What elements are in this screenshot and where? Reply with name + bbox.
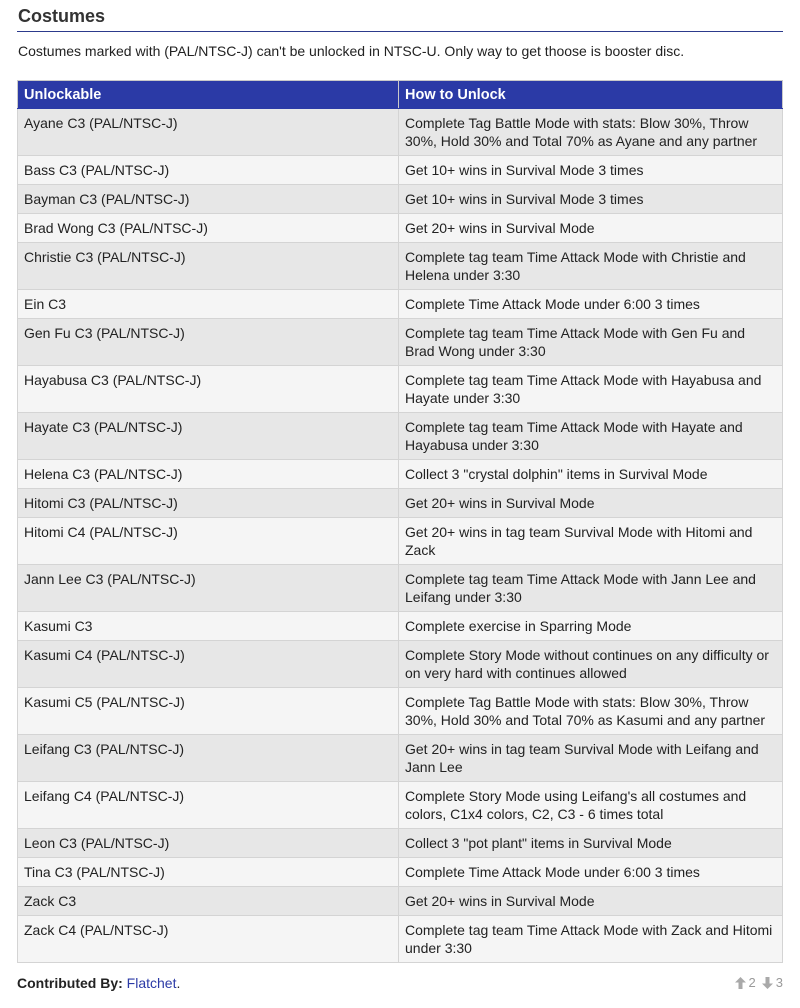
table-row [18, 290, 783, 319]
table-body [18, 109, 783, 963]
how-to-unlock-cell: Get 10+ wins in Survival Mode 3 times [399, 185, 783, 214]
how-to-unlock-cell: Get 20+ wins in Survival Mode [399, 489, 783, 518]
table-row [18, 460, 783, 489]
upvote-count: 2 [748, 975, 756, 990]
how-to-unlock-cell: Complete tag team Time Attack Mode with Gen Fu and Brad Wong under 3:30 [399, 319, 783, 366]
unlockable-cell: Christie C3 (PAL/NTSC-J) [18, 243, 399, 290]
table-row [18, 782, 783, 829]
how-to-unlock-cell: Complete exercise in Sparring Mode [399, 612, 783, 641]
how-to-unlock-cell: Complete tag team Time Attack Mode with Hayabusa and Hayate under 3:30 [399, 366, 783, 413]
arrow-down-icon [762, 977, 773, 989]
table-row [18, 319, 783, 366]
how-to-unlock-cell: Complete tag team Time Attack Mode with Zack and Hitomi under 3:30 [399, 916, 783, 963]
how-to-unlock-cell: Complete Time Attack Mode under 6:00 3 times [399, 290, 783, 319]
unlockable-cell: Zack C3 [18, 887, 399, 916]
unlockable-cell: Kasumi C4 (PAL/NTSC-J) [18, 641, 399, 688]
arrow-up-icon [735, 977, 746, 989]
table-row [18, 366, 783, 413]
unlockable-cell: Ayane C3 (PAL/NTSC-J) [18, 109, 399, 156]
how-to-unlock-cell: Complete Tag Battle Mode with stats: Blow 30%, Throw 30%, Hold 30% and Total 70% as Ayane and any partner [399, 109, 783, 156]
how-to-unlock-cell: Get 20+ wins in tag team Survival Mode with Leifang and Jann Lee [399, 735, 783, 782]
how-to-unlock-cell: Complete Story Mode without continues on any difficulty or on very hard with continues allowed [399, 641, 783, 688]
unlockable-cell: Hayate C3 (PAL/NTSC-J) [18, 413, 399, 460]
table-row [18, 185, 783, 214]
unlockable-cell: Leon C3 (PAL/NTSC-J) [18, 829, 399, 858]
unlockable-cell: Helena C3 (PAL/NTSC-J) [18, 460, 399, 489]
how-to-unlock-cell: Complete Story Mode using Leifang's all costumes and colors, C1x4 colors, C2, C3 - 6 times total [399, 782, 783, 829]
table-row [18, 612, 783, 641]
unlockable-cell: Kasumi C5 (PAL/NTSC-J) [18, 688, 399, 735]
unlockable-cell: Hitomi C4 (PAL/NTSC-J) [18, 518, 399, 565]
how-to-unlock-cell: Complete tag team Time Attack Mode with Hayate and Hayabusa under 3:30 [399, 413, 783, 460]
table-row [18, 858, 783, 887]
unlockable-cell: Hitomi C3 (PAL/NTSC-J) [18, 489, 399, 518]
how-to-unlock-cell: Collect 3 "pot plant" items in Survival Mode [399, 829, 783, 858]
table-row [18, 735, 783, 782]
column-header-how-to-unlock: How to Unlock [399, 81, 783, 109]
table-row [18, 214, 783, 243]
how-to-unlock-cell: Complete Tag Battle Mode with stats: Blow 30%, Throw 30%, Hold 30% and Total 70% as Kasumi and any partner [399, 688, 783, 735]
contributor-period: . [176, 975, 181, 991]
how-to-unlock-cell: Complete tag team Time Attack Mode with Jann Lee and Leifang under 3:30 [399, 565, 783, 612]
table-row [18, 156, 783, 185]
contribution-footer [17, 974, 783, 994]
unlockable-cell: Bass C3 (PAL/NTSC-J) [18, 156, 399, 185]
how-to-unlock-cell: Get 10+ wins in Survival Mode 3 times [399, 156, 783, 185]
table-row [18, 489, 783, 518]
unlockable-cell: Jann Lee C3 (PAL/NTSC-J) [18, 565, 399, 612]
unlockable-cell: Bayman C3 (PAL/NTSC-J) [18, 185, 399, 214]
unlockable-cell: Leifang C3 (PAL/NTSC-J) [18, 735, 399, 782]
unlockable-cell: Zack C4 (PAL/NTSC-J) [18, 916, 399, 963]
table-row [18, 641, 783, 688]
table-row [18, 688, 783, 735]
unlockable-cell: Hayabusa C3 (PAL/NTSC-J) [18, 366, 399, 413]
contributed-by-label: Contributed By: [17, 975, 123, 991]
how-to-unlock-cell: Complete Time Attack Mode under 6:00 3 times [399, 858, 783, 887]
how-to-unlock-cell: Complete tag team Time Attack Mode with Christie and Helena under 3:30 [399, 243, 783, 290]
table-row [18, 887, 783, 916]
contributor-link[interactable]: Flatchet [126, 975, 177, 991]
table-header-row [18, 81, 783, 109]
upvote-button[interactable] [735, 974, 756, 992]
how-to-unlock-cell: Get 20+ wins in Survival Mode [399, 214, 783, 243]
table-row [18, 413, 783, 460]
downvote-button[interactable] [762, 974, 783, 992]
table-row [18, 243, 783, 290]
table-row [18, 916, 783, 963]
vote-controls [735, 974, 783, 992]
unlockables-table [17, 80, 783, 963]
unlockable-cell: Kasumi C3 [18, 612, 399, 641]
unlockable-cell: Brad Wong C3 (PAL/NTSC-J) [18, 214, 399, 243]
column-header-unlockable: Unlockable [18, 81, 399, 109]
table-row [18, 518, 783, 565]
downvote-count: 3 [775, 975, 783, 990]
section-title: Costumes [17, 0, 783, 32]
how-to-unlock-cell: Get 20+ wins in tag team Survival Mode with Hitomi and Zack [399, 518, 783, 565]
table-row [18, 565, 783, 612]
table-row [18, 829, 783, 858]
section-intro: Costumes marked with (PAL/NTSC-J) can't be unlocked in NTSC-U. Only way to get thoose is booster disc. [18, 43, 685, 59]
costumes-section [17, 0, 783, 963]
unlockable-cell: Ein C3 [18, 290, 399, 319]
how-to-unlock-cell: Get 20+ wins in Survival Mode [399, 887, 783, 916]
table-row [18, 109, 783, 156]
unlockable-cell: Tina C3 (PAL/NTSC-J) [18, 858, 399, 887]
unlockable-cell: Gen Fu C3 (PAL/NTSC-J) [18, 319, 399, 366]
unlockable-cell: Leifang C4 (PAL/NTSC-J) [18, 782, 399, 829]
how-to-unlock-cell: Collect 3 "crystal dolphin" items in Survival Mode [399, 460, 783, 489]
